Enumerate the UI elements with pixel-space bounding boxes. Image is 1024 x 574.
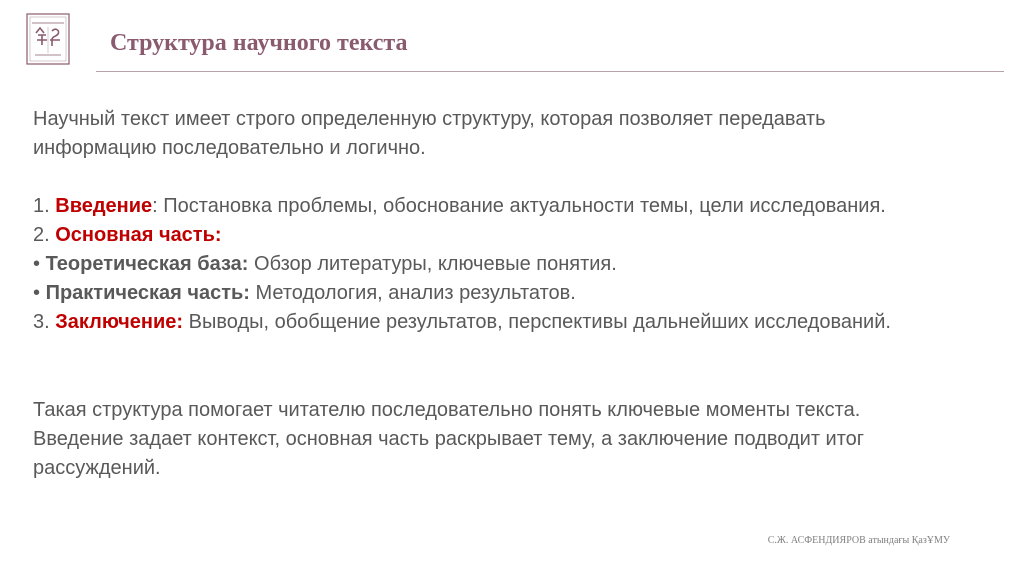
footer-university-name: С.Ж. АСФЕНДИЯРОВ атындағы ҚазҰМУ [767, 535, 950, 546]
slide-content [33, 105, 933, 483]
list-bullet: • [33, 253, 41, 275]
list-item-conclusion [33, 308, 933, 337]
page-title: Структура научного текста [110, 30, 408, 56]
list-term: Практическая часть: [45, 282, 250, 304]
list-item-theoretical-base [33, 250, 933, 279]
list-text: Методология, анализ результатов. [255, 282, 576, 304]
list-item-main-part [33, 221, 933, 250]
list-text: Постановка проблемы, обоснование актуальности темы, цели исследования. [163, 195, 886, 217]
list-term: Теоретическая база: [45, 253, 249, 275]
list-number: 3. [33, 311, 50, 333]
university-seal-logo [26, 13, 70, 65]
spacer [33, 337, 933, 396]
conclusion-paragraph: Такая структура помогает читателю последовательно понять ключевые моменты текста. Введение задает контекст, основная часть раскрывает тему, а заключение подводит итог рассуждений. [33, 399, 865, 479]
list-term: Заключение: [55, 311, 184, 333]
list-item-introduction [33, 192, 933, 221]
list-term: Введение [55, 195, 153, 217]
spacer [33, 163, 933, 192]
list-number: 1. [33, 195, 50, 217]
list-bullet: • [33, 282, 41, 304]
list-term-separator: : [152, 195, 158, 217]
list-term: Основная часть: [55, 224, 222, 246]
list-item-practical-part [33, 279, 933, 308]
intro-paragraph: Научный текст имеет строго определенную структуру, которая позволяет передавать информацию последовательно и логично. [33, 108, 826, 159]
title-divider [96, 71, 1004, 72]
list-number: 2. [33, 224, 50, 246]
list-text: Обзор литературы, ключевые понятия. [254, 253, 617, 275]
list-text: Выводы, обобщение результатов, перспективы дальнейших исследований. [188, 311, 891, 333]
